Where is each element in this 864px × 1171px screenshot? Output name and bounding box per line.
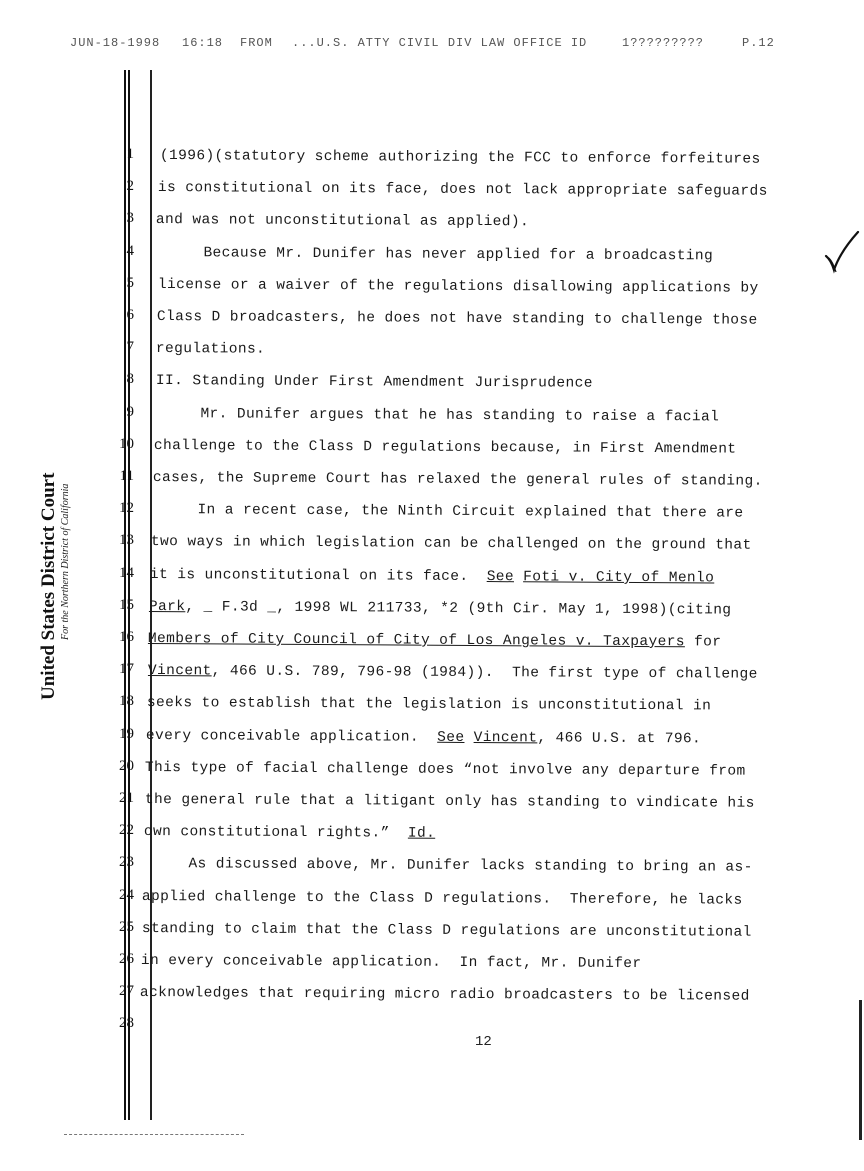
text-line <box>156 341 265 358</box>
text-segment <box>514 569 523 585</box>
line-number: 14 <box>119 564 134 581</box>
fax-header <box>70 36 830 52</box>
fax-sender: ...U.S. ATTY CIVIL DIV LAW OFFICE ID <box>292 36 588 50</box>
scan-edge-mark <box>859 1000 862 1140</box>
handwritten-checkmark-icon <box>822 230 862 276</box>
citation-text: Foti v. City of Menlo <box>523 568 715 587</box>
text-line <box>140 985 750 1005</box>
line-number: 2 <box>126 178 134 195</box>
line-number: 17 <box>119 661 134 678</box>
line-number: 28 <box>119 1015 134 1032</box>
text-segment: every conceivable application. <box>145 727 438 746</box>
line-number: 16 <box>119 629 134 645</box>
footer-scan-artifact <box>64 1134 244 1137</box>
line-number: 12 <box>119 500 134 517</box>
line-number: 6 <box>126 307 134 323</box>
line-number: 18 <box>119 693 134 710</box>
line-number: 5 <box>126 274 134 291</box>
text-segment: As discussed above, Mr. Dunifer lacks standing to bring an as- <box>142 856 753 877</box>
page-number: 12 <box>475 1034 492 1050</box>
fax-number: 1????????? <box>622 36 705 50</box>
citation-text: Vincent <box>473 729 538 746</box>
court-district: For the Northern District of California <box>60 483 71 640</box>
line-number: 25 <box>119 918 134 935</box>
text-segment: Class D broadcasters, he does not have standing to challenge those <box>156 309 758 329</box>
line-number: 21 <box>119 790 134 806</box>
text-segment: license or a waiver of the regulations disallowing applications by <box>157 276 759 297</box>
text-line <box>147 695 711 714</box>
text-segment: it is unconstitutional on its face. <box>149 566 487 585</box>
text-segment: acknowledges that requiring micro radio broadcasters to be licensed <box>139 985 750 1005</box>
fax-date: JUN-18-1998 <box>70 36 161 50</box>
text-segment: and was not unconstitutional as applied). <box>155 212 530 231</box>
text-line <box>154 438 737 458</box>
court-side-label <box>38 473 71 700</box>
line-number: 27 <box>119 983 134 1000</box>
text-segment: applied challenge to the Class D regulations. Therefore, he lacks <box>141 888 743 909</box>
court-name: United States District Court <box>38 472 59 700</box>
text-line <box>155 406 719 425</box>
text-segment: two ways in which legislation can be challenged on the ground that <box>150 534 752 555</box>
text-line <box>153 470 763 490</box>
text-line <box>149 599 732 619</box>
citation-text: Id. <box>407 825 436 842</box>
citation-text: Members of City Council of City of Los Angeles v. Taxpayers <box>147 631 685 651</box>
text-line <box>150 567 714 586</box>
text-segment <box>464 730 473 746</box>
text-segment: Because Mr. Dunifer has never applied for a broadcasting <box>157 244 714 264</box>
line-number: 3 <box>126 210 134 227</box>
text-line <box>143 856 753 876</box>
text-line <box>148 631 721 651</box>
text-segment: cases, the Supreme Court has relaxed the general rules of standing. <box>152 470 763 490</box>
line-number: 11 <box>119 468 134 484</box>
text-line <box>158 180 768 200</box>
line-number: 7 <box>126 339 134 356</box>
line-number: 10 <box>119 435 134 452</box>
text-line <box>152 502 744 522</box>
text-segment: standing to claim that the Class D regulations are unconstitutional <box>141 920 752 941</box>
text-segment: seeks to establish that the legislation is unconstitutional in <box>146 695 712 715</box>
text-line <box>145 760 746 780</box>
citation-text: See <box>437 729 465 746</box>
text-line <box>148 663 758 683</box>
line-number: 13 <box>119 532 134 549</box>
text-segment: In a recent case, the Ninth Circuit explained that there are <box>151 502 744 522</box>
text-segment: is constitutional on its face, does not lack appropriate safeguards <box>157 180 768 200</box>
text-line <box>146 728 701 747</box>
line-number: 26 <box>119 951 134 967</box>
text-line <box>142 921 752 941</box>
text-segment: (1996)(statutory scheme authorizing the FCC to enforce forfeitures <box>159 148 761 168</box>
text-line <box>142 889 743 909</box>
fax-time: 16:18 <box>182 36 224 50</box>
line-number: 9 <box>126 403 134 420</box>
text-segment: in every conceivable application. In fact, Mr. Dunifer <box>140 953 642 973</box>
line-number: 15 <box>119 596 134 613</box>
line-number: 22 <box>119 822 134 839</box>
citation-text: See <box>486 568 515 585</box>
text-line <box>141 953 642 972</box>
line-number: 1 <box>126 146 134 162</box>
text-segment: , 466 U.S. at 796. <box>537 729 702 747</box>
line-number: 19 <box>119 725 134 742</box>
text-segment: II. Standing Under First Amendment Jurisprudence <box>155 373 593 393</box>
line-number: 8 <box>126 371 134 388</box>
fax-page: P.12 <box>742 36 775 50</box>
text-line <box>144 824 435 842</box>
text-segment: , 466 U.S. 789, 796-98 (1984)). The first type of challenge <box>211 663 758 683</box>
text-line <box>156 373 593 392</box>
text-line <box>160 148 761 168</box>
text-segment: challenge to the Class D regulations because, in First Amendment <box>153 437 737 458</box>
line-number: 24 <box>119 886 134 903</box>
fax-from-label: FROM <box>240 36 273 50</box>
text-line <box>145 792 755 812</box>
text-segment: This type of facial challenge does “not involve any departure from <box>144 759 746 780</box>
text-line <box>151 534 752 554</box>
line-number: 4 <box>126 242 134 259</box>
text-segment: the general rule that a litigant only has standing to vindicate his <box>144 792 755 812</box>
text-segment: own constitutional rights.” <box>143 824 408 842</box>
text-segment: , _ F.3d _, 1998 WL 211733, *2 (9th Cir. May 1, 1998)(citing <box>185 599 732 619</box>
text-line <box>157 309 758 329</box>
text-line <box>158 245 713 264</box>
text-segment: Mr. Dunifer argues that he has standing to raise a facial <box>154 405 720 426</box>
citation-text: Park <box>148 598 186 616</box>
line-number: 20 <box>119 757 134 774</box>
line-number: 23 <box>119 854 134 871</box>
citation-text: Vincent <box>147 663 212 680</box>
text-line <box>158 277 759 297</box>
text-line <box>156 212 529 230</box>
text-segment: for <box>684 634 722 651</box>
text-segment: regulations. <box>155 341 266 358</box>
